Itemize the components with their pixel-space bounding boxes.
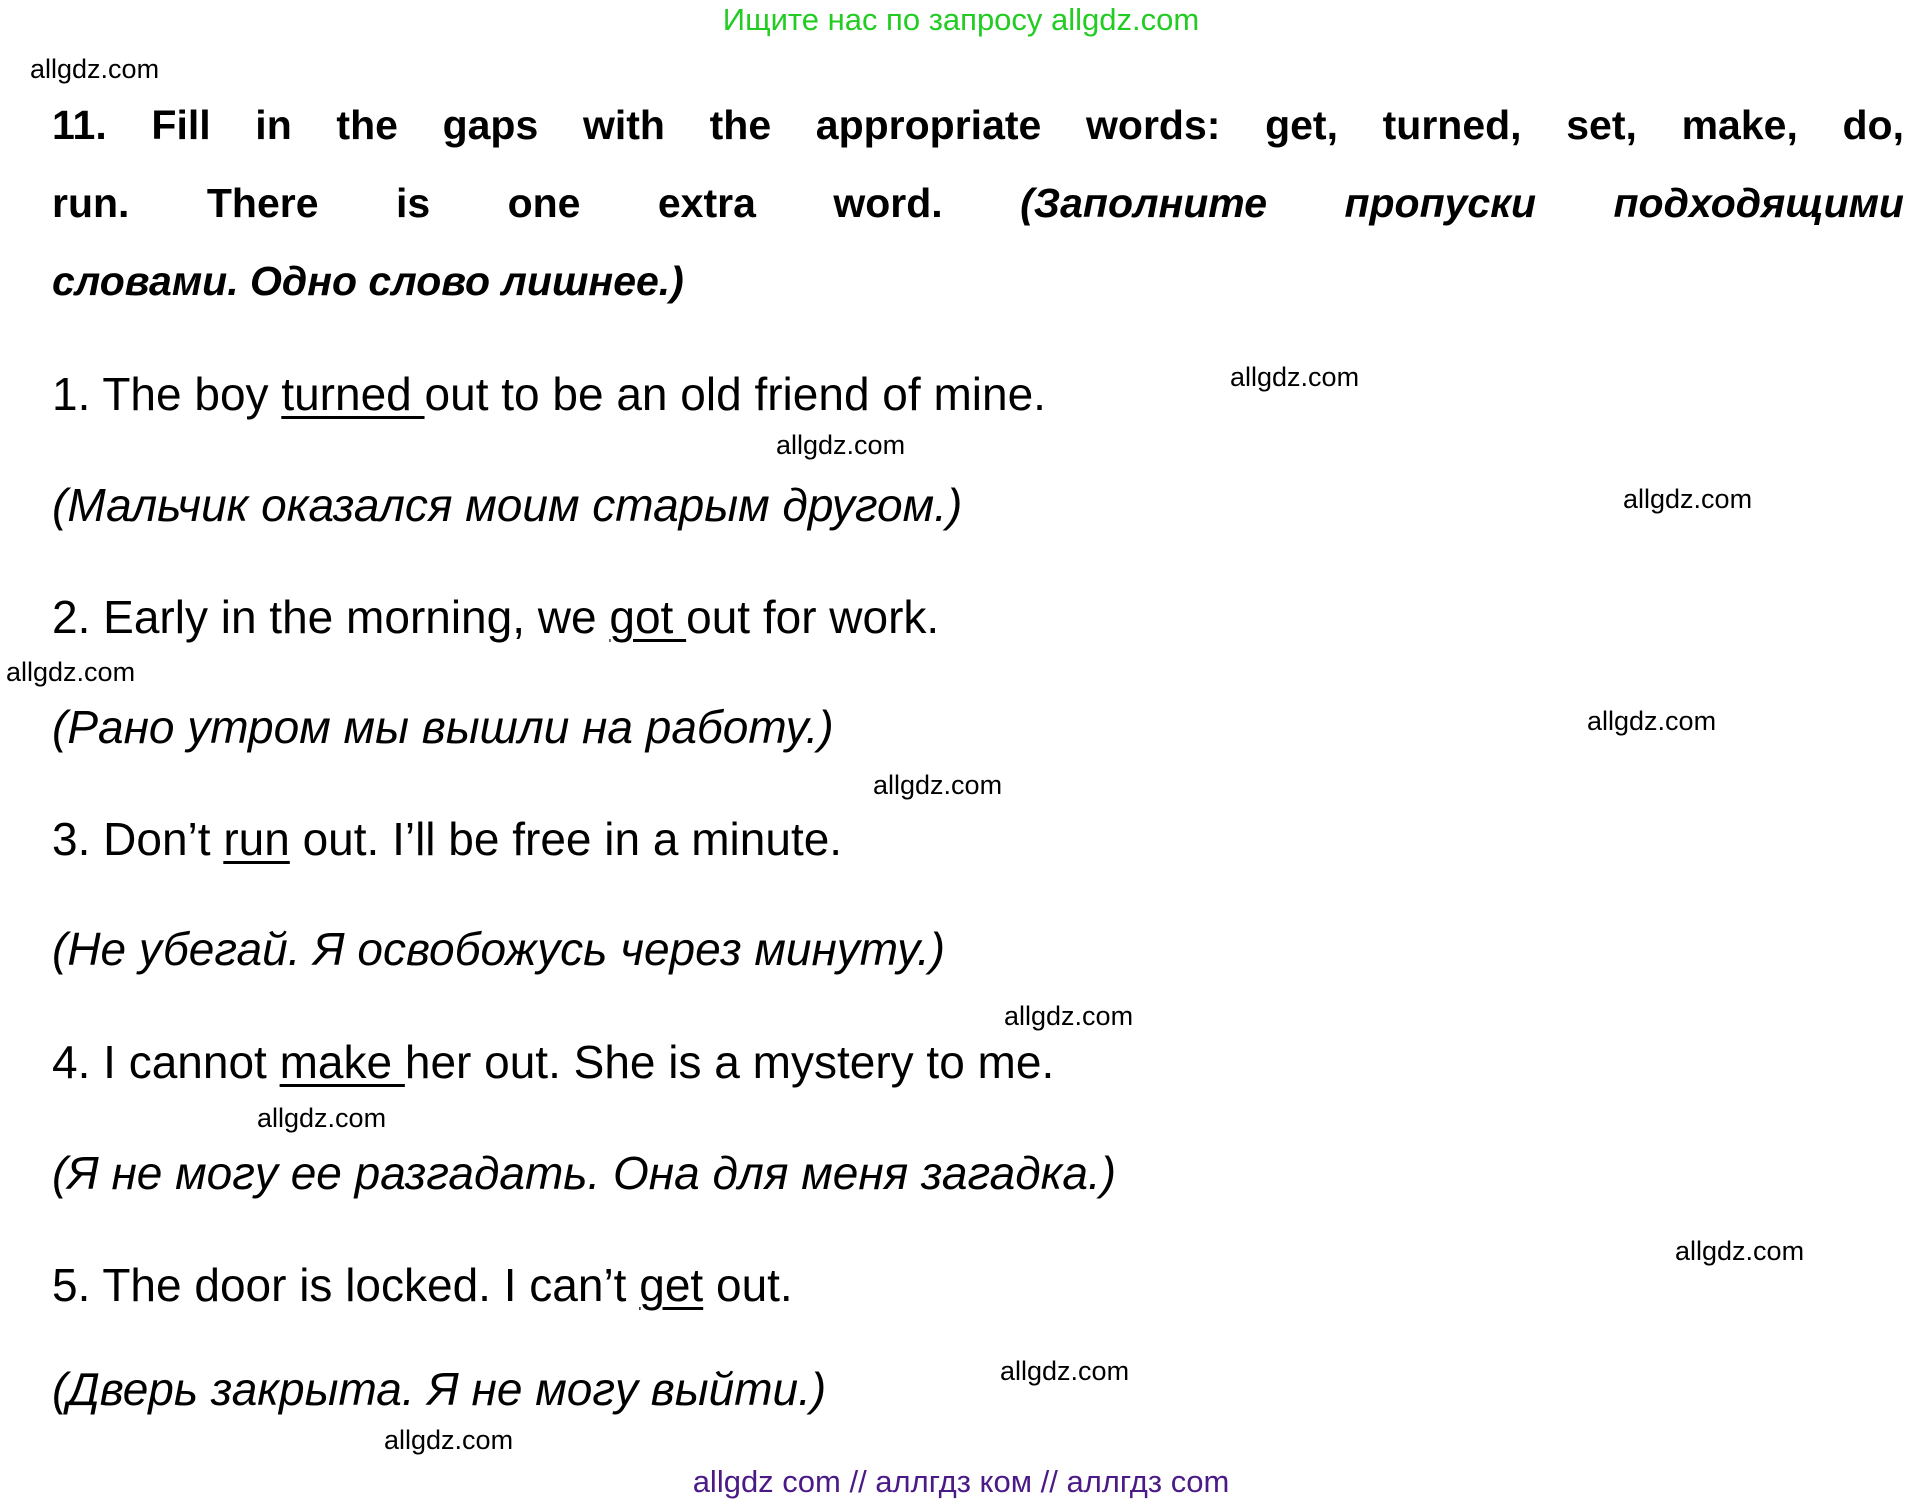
task-title-line-3: словами. Одно слово лишнее.) [52,258,684,304]
watermark: allgdz.com [1587,706,1717,736]
watermark: allgdz.com [257,1103,387,1133]
sentence-translation: (Дверь закрыта. Я не могу выйти.) [52,1363,827,1415]
sentence-translation: (Мальчик оказался моим старым другом.) [52,479,963,531]
sentence-start: 5. The door is locked. I can’t [52,1259,640,1311]
sentence-start: 1. The boy [52,368,282,420]
answer-word: run [223,813,290,865]
footer-links: allgdz com // аллгдз ком // аллгдз com [692,1464,1230,1499]
task-instruction-en: run. There is one extra word. [52,180,943,226]
sentence-end: out. I’ll be free in a minute. [289,813,843,865]
sentence-start: 2. Early in the morning, we [52,591,610,643]
watermark: allgdz.com [1000,1356,1130,1386]
watermark: allgdz.com [776,430,906,460]
watermark: allgdz.com [873,770,1003,800]
sentence-translation: (Я не могу ее разгадать. Она для меня загадка.) [52,1147,1117,1199]
watermark: allgdz.com [6,657,136,687]
sentence-translation: (Не убегай. Я освобожусь через минуту.) [52,923,946,975]
answer-word: make [279,1036,405,1088]
answer-word: turned [281,368,425,420]
sentence-start: 4. I cannot [52,1036,280,1088]
exercise-sentence [52,367,1046,421]
answer-word: got [609,591,687,643]
sentence-end: out for work. [686,591,940,643]
watermark: allgdz.com [384,1425,514,1455]
sentence-end: her out. She is a mystery to me. [404,1036,1055,1088]
watermark: allgdz.com [1004,1001,1134,1031]
exercise-sentence [52,1035,1054,1089]
search-banner: Ищите нас по запросу allgdz.com [722,2,1200,37]
task-title-line-1: 11. Fill in the gaps with the appropriate words: get, turned, set, make, do, [52,102,1904,148]
sentence-start: 3. Don’t [52,813,224,865]
sentence-translation: (Рано утром мы вышли на работу.) [52,701,834,753]
exercise-sentence [52,812,842,866]
answer-word: get [639,1259,704,1311]
sentence-end: out to be an old friend of mine. [424,368,1046,420]
watermark: allgdz.com [1623,484,1753,514]
task-instruction-ru: (Заполните пропуски подходящими [1020,180,1904,226]
sentence-end: out. [703,1259,793,1311]
watermark: allgdz.com [1675,1236,1805,1266]
exercise-sentence [52,590,939,644]
watermark: allgdz.com [30,54,160,84]
watermark: allgdz.com [1230,362,1360,392]
task-title-line-2 [52,180,1904,227]
exercise-sentence [52,1258,793,1312]
